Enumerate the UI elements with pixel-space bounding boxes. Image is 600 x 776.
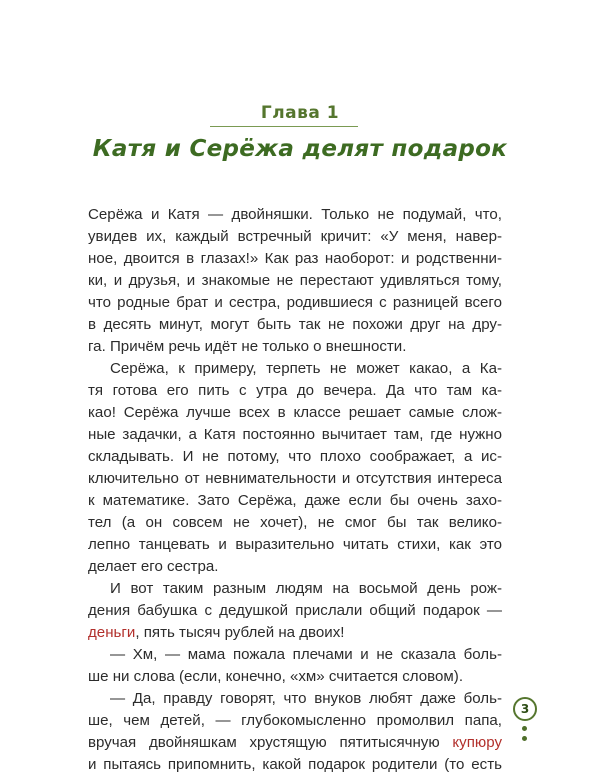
text-run: као! Серёжа лучше всех в классе решает самые слож- (88, 404, 502, 421)
text-line (88, 556, 502, 578)
text-line (88, 622, 502, 644)
text-line (88, 358, 502, 380)
text-line (88, 292, 502, 314)
text-run: и пытаясь припомнить, какой подарок родители (то есть (88, 756, 502, 773)
text-run: га. Причём речь идёт не только о внешности. (88, 338, 407, 355)
text-run: делает его сестра. (88, 558, 219, 575)
text-line (88, 754, 502, 776)
text-line (88, 270, 502, 292)
text-run: в десять минут, могут быть так не похожи друг на дру- (88, 316, 502, 333)
text-line (88, 204, 502, 226)
text-line (88, 512, 502, 534)
text-run: лепно танцевать и выразительно читать стихи, как это (88, 536, 502, 553)
text-run: Серёжа, к примеру, терпеть не может какао, а Ка- (110, 360, 502, 377)
text-run: тя готова его пить с утра до вечера. Да что там ка- (88, 382, 502, 399)
text-line (88, 600, 502, 622)
text-run: ное, двоится в глазах!» Как раз наоборот: и родственни- (88, 250, 502, 267)
text-line (88, 446, 502, 468)
text-line (88, 732, 502, 754)
text-line (88, 578, 502, 600)
text-run: — Хм, — мама пожала плечами и не сказала боль- (110, 646, 502, 663)
chapter-label: Глава 1 (260, 103, 340, 123)
text-run: — Да, правду говорят, что внуков любят даже боль- (110, 690, 502, 707)
text-run: вручая двойняшкам хрустящую пятитысячную (88, 734, 453, 751)
body-text (88, 204, 502, 776)
chapter-divider (210, 126, 358, 127)
text-run: И вот таким разным людям на восьмой день рож- (110, 580, 502, 597)
highlighted-word: деньги (88, 624, 136, 641)
text-line (88, 688, 502, 710)
text-line (88, 424, 502, 446)
page-number: 3 (513, 697, 537, 721)
highlighted-word: купюру (452, 734, 502, 751)
text-run: дения бабушка с дедушкой прислали общий подарок — (88, 602, 502, 619)
text-run: ные задачки, а Катя постоянно вычитает там, где нужно (88, 426, 502, 443)
page-dot-2 (522, 736, 527, 741)
text-run: ше ни слова (если, конечно, «хм» считается словом). (88, 668, 464, 685)
text-line (88, 468, 502, 490)
text-line (88, 314, 502, 336)
text-line (88, 490, 502, 512)
text-line (88, 534, 502, 556)
text-line (88, 336, 502, 358)
text-run: Серёжа и Катя — двойняшки. Только не подумай, что, (88, 206, 502, 223)
text-run: ки, и друзья, и знакомые не перестают удивляться тому, (88, 272, 502, 289)
text-run: ключительно от невнимательности и отсутствия интереса (88, 470, 502, 487)
text-line (88, 380, 502, 402)
page-dot-1 (522, 726, 527, 731)
text-run: к математике. Зато Серёжа, даже если бы очень захо- (88, 492, 502, 509)
text-run: тел (а он совсем не хочет), не смог бы так велико- (88, 514, 502, 531)
chapter-title: Катя и Серёжа делят подарок (92, 136, 508, 162)
text-line (88, 402, 502, 424)
text-run: , пять тысяч рублей на двоих! (135, 624, 345, 641)
text-line (88, 644, 502, 666)
text-run: что родные брат и сестра, родившиеся с разницей всего (88, 294, 502, 311)
text-run: увидев их, каждый встречный кричит: «У меня, навер- (88, 228, 502, 245)
text-line (88, 248, 502, 270)
text-run: складывать. И не потому, что плохо соображает, а ис- (88, 448, 502, 465)
text-line (88, 666, 502, 688)
text-line (88, 226, 502, 248)
text-run: ше, чем детей, — глубокомысленно промолвил папа, (88, 712, 502, 729)
text-line (88, 710, 502, 732)
